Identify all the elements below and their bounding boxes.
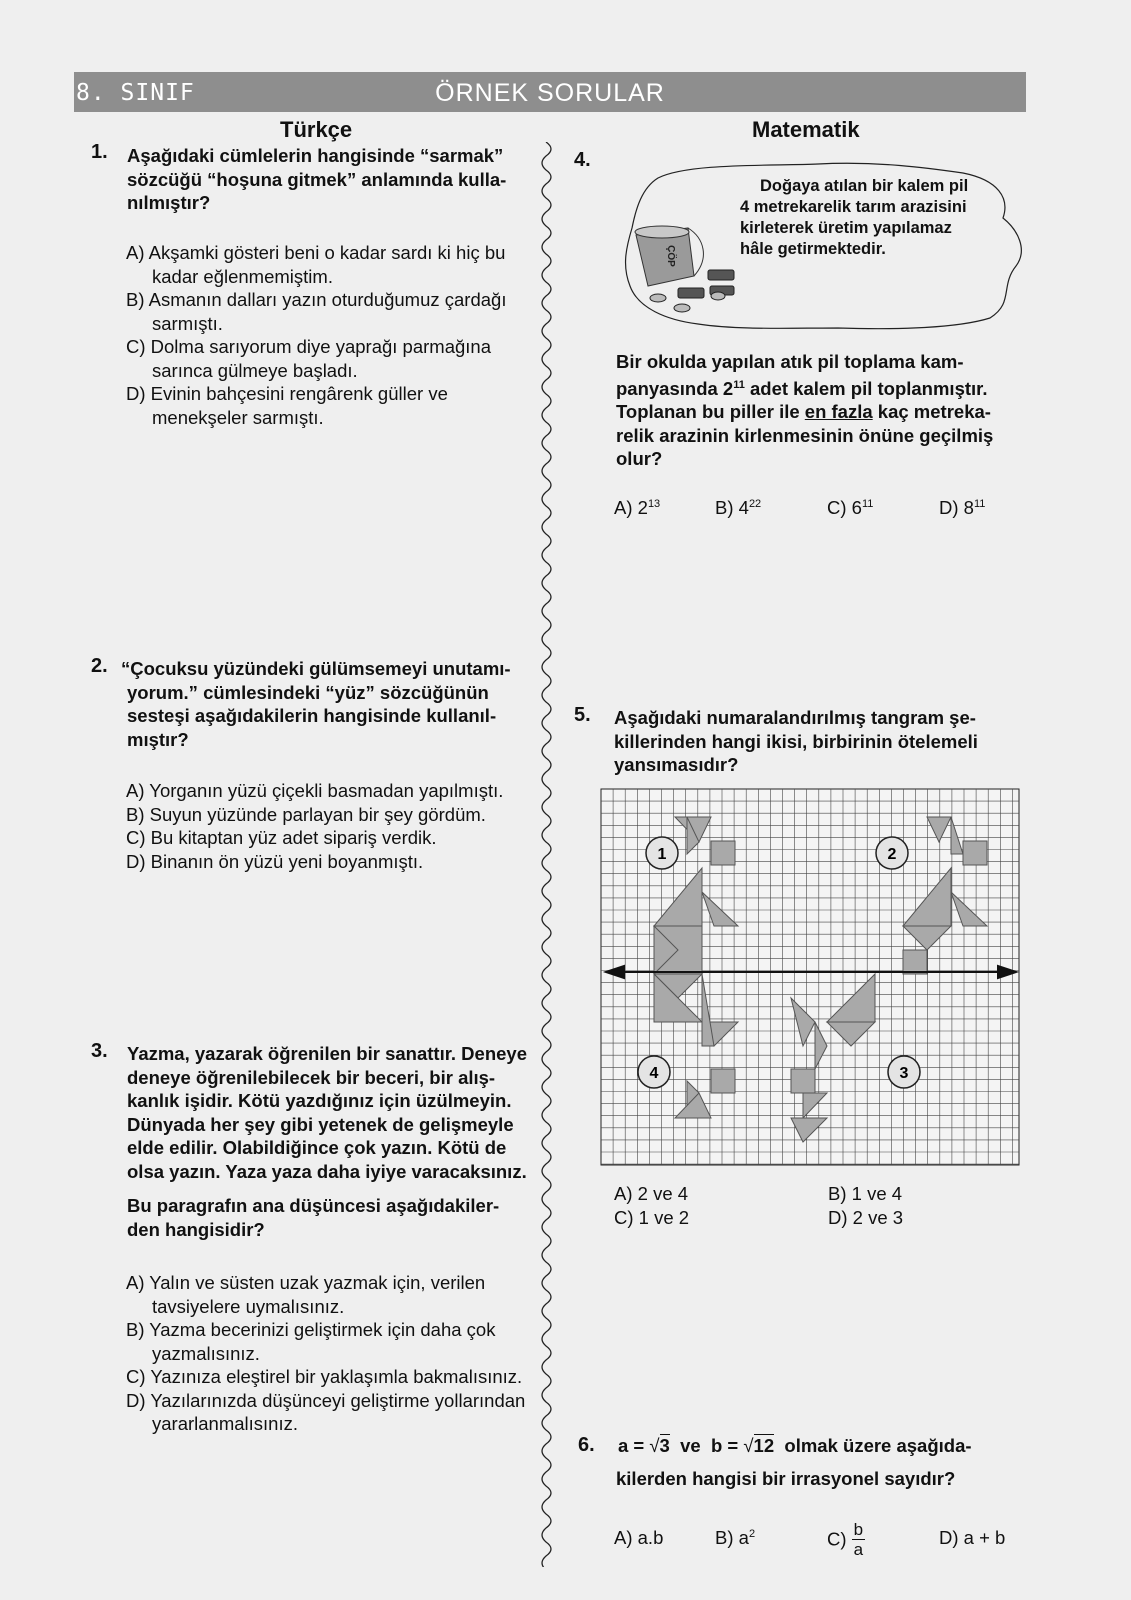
q6-option-c[interactable]: C) $\frac{b}{a}$: [827, 1520, 864, 1559]
subject-turkish: Türkçe: [280, 117, 353, 142]
q1-options: [126, 241, 541, 429]
page-header: [74, 72, 1026, 112]
q3-option-b[interactable]: B) Yazma becerinizi geliştirmek için daha çok yazmalısınız.: [126, 1319, 496, 1364]
q4-option-a[interactable]: A) $2^{13}$: [614, 497, 661, 518]
q6-option-a[interactable]: A) a.b: [614, 1527, 664, 1548]
grade-label: 8. SINIF: [76, 80, 195, 106]
q4-option-b[interactable]: B) $4^{22}$: [715, 497, 762, 518]
q3-question: Bu paragrafın ana düşüncesi aşağıdakiler- den hangisidir?: [127, 1195, 500, 1240]
q5-text: Aşağıdaki numaralandırılmış tangram şe- killerinden hangi ikisi, birbirinin ötelemeli yansımasıdır?: [614, 707, 978, 775]
q3-number: 3.: [91, 1040, 108, 1062]
q4-option-d[interactable]: D) $8^{11}$: [939, 497, 986, 518]
q5-option-d[interactable]: D) 2 ve 3: [828, 1207, 904, 1228]
q1-option-a[interactable]: A) Akşamki gösteri beni o kadar sardı ki hiç bu kadar eğlenmemiştim.: [126, 242, 506, 287]
svg-text:2: 2: [887, 846, 897, 863]
q2-option-b[interactable]: B) Suyun yüzünde parlayan bir şey gördüm.: [126, 803, 486, 825]
q3-options: [126, 1271, 546, 1436]
subject-math: Matematik: [752, 117, 860, 142]
q1-option-b[interactable]: B) Asmanın dalları yazın oturduğumuz çardağı sarmıştı.: [126, 289, 507, 334]
q6-number: 6.: [578, 1434, 595, 1456]
q5-option-b[interactable]: B) 1 ve 4: [828, 1183, 903, 1204]
q1-text: Aşağıdaki cümlelerin hangisinde “sarmak” sözcüğü “hoşuna gitmek” anlamında kulla- nılmıştır?: [127, 145, 507, 213]
q3-option-d[interactable]: D) Yazılarınızda düşünceyi geliştirme yollarından yararlanmalısınız.: [126, 1389, 526, 1434]
q4-text: Bir okulda yapılan atık pil toplama kam- panyasında $2^{11}$ adet kalem pil toplanmıştır. Toplanan bu piller ile en fazla kaç metreka- relik arazinin kirlenmesinin önüne geçilmiş olur?: [616, 351, 994, 470]
q2-option-a[interactable]: A) Yorganın yüzü çiçekli basmadan yapılmıştı.: [126, 780, 504, 801]
q2-text: “Çocuksu yüzündeki gülümsemeyi unutamı- yorum.” cümlesindeki “yüz” sözcüğünün sesteşi aşağıdakilerin hangisinde kullanıl- mıştır?: [121, 658, 511, 750]
q4-option-c[interactable]: C) $6^{11}$: [827, 497, 874, 518]
q5-option-c[interactable]: C) 1 ve 2: [614, 1207, 690, 1228]
svg-text:1: 1: [657, 846, 667, 863]
svg-text:3: 3: [899, 1065, 909, 1082]
svg-text:4: 4: [649, 1065, 659, 1082]
q2-option-c[interactable]: C) Bu kitaptan yüz adet sipariş verdik.: [126, 827, 437, 848]
q2-options: [126, 779, 546, 873]
q4-number: 4.: [574, 149, 591, 171]
q6-option-d[interactable]: D) a + b: [939, 1527, 1006, 1548]
q2-option-d[interactable]: D) Binanın ön yüzü yeni boyanmıştı.: [126, 850, 424, 872]
svg-text:ÇÖP: ÇÖP: [665, 245, 676, 267]
tangram-grid: [598, 786, 1024, 1168]
q4-bubble-text: Doğaya atılan bir kalem pil 4 metrekarelik tarım arazisini kirleterek üretim yapılamaz hâle getirmektedir.: [740, 177, 969, 258]
q1-number: 1.: [91, 141, 108, 163]
q6-option-b[interactable]: B) $a^2$: [715, 1527, 756, 1548]
q6-text: a = √3 ve b = √12 olmak üzere aşağıda-: [618, 1435, 972, 1456]
q2-number: 2.: [91, 655, 108, 677]
q5-number: 5.: [574, 704, 591, 726]
q1-option-c[interactable]: C) Dolma sarıyorum diye yaprağı parmağına sarınca gülmeye başladı.: [126, 336, 492, 381]
q3-option-a[interactable]: A) Yalın ve süsten uzak yazmak için, verilen tavsiyelere uymalısınız.: [126, 1272, 486, 1317]
q5-option-a[interactable]: A) 2 ve 4: [614, 1183, 689, 1204]
q6-text-line2: kilerden hangisi bir irrasyonel sayıdır?: [616, 1468, 956, 1489]
q3-option-c[interactable]: C) Yazınıza eleştirel bir yaklaşımla bakmalısınız.: [126, 1366, 523, 1387]
q3-paragraph: Yazma, yazarak öğrenilen bir sanattır. Deneye deneye öğrenilebilecek bir beceri, bir alış- kanlık işidir. Kötü yazdığınız için üzülmeyin. Dünyada her şey gibi yetenek de gelişmeyle elde edilir. Olabildiğince çok yazın. Kötü de olsa yazın. Yaza yaza daha iyiye varacaksınız.: [127, 1043, 527, 1182]
page-title: ÖRNEK SORULAR: [435, 79, 665, 107]
q1-option-d[interactable]: D) Evinin bahçesini rengârenk güller ve menekşeler sarmıştı.: [126, 383, 448, 428]
